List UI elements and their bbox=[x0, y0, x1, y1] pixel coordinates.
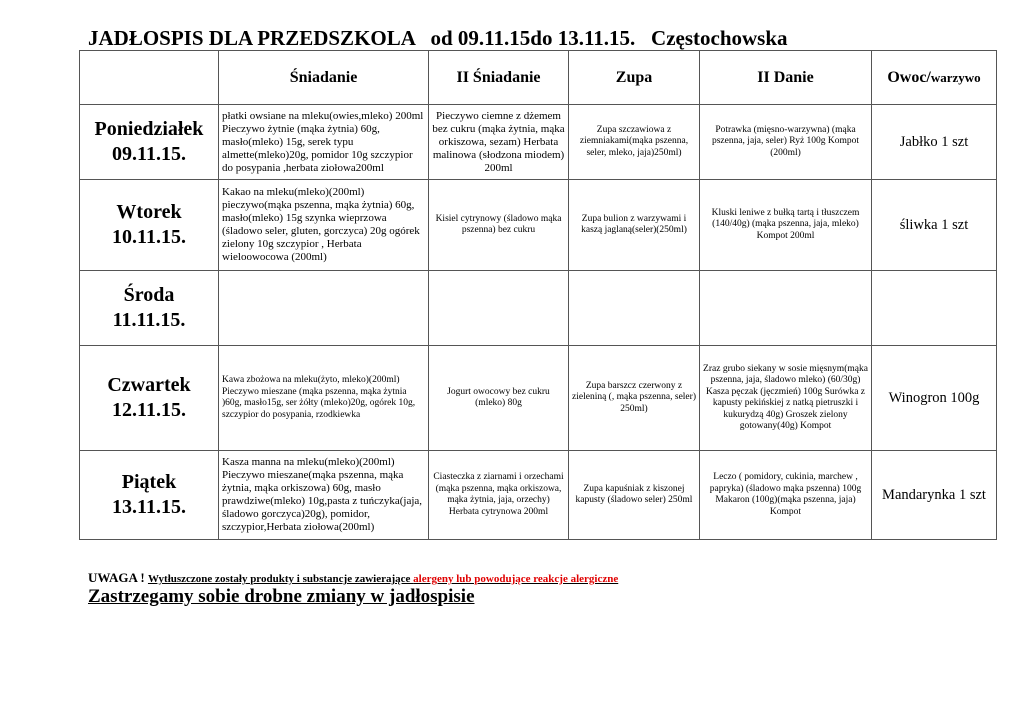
table-row bbox=[80, 346, 997, 451]
day-cell bbox=[80, 451, 219, 540]
ii-sniadanie-cell: Pieczywo ciemne z dżemem bez cukru (mąka żytnia, mąka orkiszowa, sezam) Herbata malinowa (słodzona miodem) 200ml bbox=[429, 105, 569, 180]
day-date: 09.11.15. bbox=[112, 143, 186, 165]
day-name: Czwartek bbox=[107, 374, 191, 396]
owoc-cell: śliwka 1 szt bbox=[872, 180, 997, 271]
owoc-cell: Mandarynka 1 szt bbox=[872, 451, 997, 540]
ii-danie-cell: Leczo ( pomidory, cukinia, marchew , papryka) (śladowo mąka pszenna) 100g Makaron (100g)(mąka pszenna, jaja) Kompot bbox=[700, 451, 872, 540]
sniadanie-cell: Kawa zbożowa na mleku(żyto, mleko)(200ml) Pieczywo mieszane (mąka pszenna, mąka żytnia )60g, masło15g, ser żółty (mleko)20g, ogórek 10g, szczypior do posypania, rzodkiewka bbox=[219, 346, 429, 451]
header-owoc bbox=[872, 51, 997, 105]
ii-sniadanie-cell: Kisiel cytrynowy (śladowo mąka pszenna) bez cukru bbox=[429, 180, 569, 271]
header-zupa: Zupa bbox=[569, 51, 700, 105]
day-date: 11.11.15. bbox=[112, 309, 186, 331]
menu-table bbox=[79, 50, 997, 540]
sniadanie-cell: płatki owsiane na mleku(owies,mleko) 200ml Pieczywo żytnie (mąka żytnia) 60g, masło(mleko) 15g, serek typu almette(mleko)20g, pomidor 10g szczypior do posypania ,herbata ziołowa200ml bbox=[219, 105, 429, 180]
sniadanie-cell: Kasza manna na mleku(mleko)(200ml) Pieczywo mieszane(mąka pszenna, mąka żytnia, mąka orkiszowa) 60g, masło prawdziwe(mleko) 10g,pasta z tuńczyka(jaja, śladowo gorczyca)20g), pomidor, szczypior,Herbata ziołowa(200ml) bbox=[219, 451, 429, 540]
allergen-note-black: Wytłuszczone zostały produkty i substancje zawierające bbox=[147, 573, 414, 585]
day-name: Poniedziałek bbox=[94, 118, 204, 140]
zupa-cell: Zupa barszcz czerwony z zieleniną (, mąka pszenna, seler) 250ml) bbox=[569, 346, 700, 451]
table-row bbox=[80, 180, 997, 271]
header-sniadanie: Śniadanie bbox=[219, 51, 429, 105]
ii-danie-cell bbox=[700, 271, 872, 346]
table-row bbox=[80, 105, 997, 180]
ii-danie-cell: Potrawka (mięsno-warzywna) (mąka pszenna, jaja, seler) Ryż 100g Kompot (200ml) bbox=[700, 105, 872, 180]
day-date: 10.11.15. bbox=[112, 226, 186, 248]
day-date: 12.11.15. bbox=[112, 399, 186, 421]
allergen-note bbox=[88, 570, 618, 586]
day-cell bbox=[80, 105, 219, 180]
sniadanie-cell bbox=[219, 271, 429, 346]
sniadanie-cell: Kakao na mleku(mleko)(200ml) pieczywo(mąka pszenna, mąka żytnia) 60g, masło(mleko) 15g szynka wieprzowa (śladowo seler, gluten, gorczyca) 20g ogórek zielony 10g szczypior , Herbata wieloowocowa (200ml) bbox=[219, 180, 429, 271]
header-row bbox=[80, 51, 997, 105]
table-row bbox=[80, 451, 997, 540]
day-name: Środa bbox=[123, 284, 175, 306]
zupa-cell: Zupa kapuśniak z kiszonej kapusty (śladowo seler) 250ml bbox=[569, 451, 700, 540]
uwaga-label: UWAGA ! bbox=[88, 570, 145, 585]
zupa-cell bbox=[569, 271, 700, 346]
header-ii-danie: II Danie bbox=[700, 51, 872, 105]
zupa-cell: Zupa szczawiowa z ziemniakami(mąka pszenna, seler, mleko, jaja)250ml) bbox=[569, 105, 700, 180]
corner-cell bbox=[80, 51, 219, 105]
header-ii-sniadanie: II Śniadanie bbox=[429, 51, 569, 105]
allergen-note-red: alergeny lub powodujące reakcje alergiczne bbox=[413, 573, 619, 585]
owoc-cell: Jabłko 1 szt bbox=[872, 105, 997, 180]
day-date: 13.11.15. bbox=[112, 496, 186, 518]
disclaimer: Zastrzegamy sobie drobne zmiany w jadłospisie bbox=[88, 586, 475, 607]
menu-title: JADŁOSPIS DLA PRZEDSZKOLA od 09.11.15do 13.11.15. Częstochowska bbox=[88, 26, 788, 50]
ii-danie-cell: Kluski leniwe z bułką tartą i tłuszczem (140/40g) (mąka pszenna, jaja, mleko) Kompot 200ml bbox=[700, 180, 872, 271]
ii-sniadanie-cell bbox=[429, 271, 569, 346]
zupa-cell: Zupa bulion z warzywami i kaszą jaglaną(seler)(250ml) bbox=[569, 180, 700, 271]
day-cell bbox=[80, 346, 219, 451]
header-owoc-small: warzywo bbox=[930, 69, 981, 85]
allergen-note-text bbox=[148, 573, 618, 585]
owoc-cell: Winogron 100g bbox=[872, 346, 997, 451]
day-name: Piątek bbox=[121, 471, 177, 493]
ii-sniadanie-cell: Ciasteczka z ziarnami i orzechami (mąka pszenna, mąka orkiszowa, mąka żytnia, jaja, orzechy) Herbata cytrynowa 200ml bbox=[429, 451, 569, 540]
table-row bbox=[80, 271, 997, 346]
day-cell bbox=[80, 271, 219, 346]
ii-danie-cell: Zraz grubo siekany w sosie mięsnym(mąka pszenna, jaja, śladowo mleko) (60/30g) Kasza pęczak (jęczmień) 100g Surówka z kapusty pekińskiej z natką pietruszki i kukurydzą 40g) Groszek zielony gotowany(40g) Kompot bbox=[700, 346, 872, 451]
ii-sniadanie-cell: Jogurt owocowy bez cukru (mleko) 80g bbox=[429, 346, 569, 451]
day-name: Wtorek bbox=[116, 201, 182, 223]
owoc-cell bbox=[872, 271, 997, 346]
day-cell bbox=[80, 180, 219, 271]
header-owoc-main: Owoc/ bbox=[887, 68, 931, 86]
